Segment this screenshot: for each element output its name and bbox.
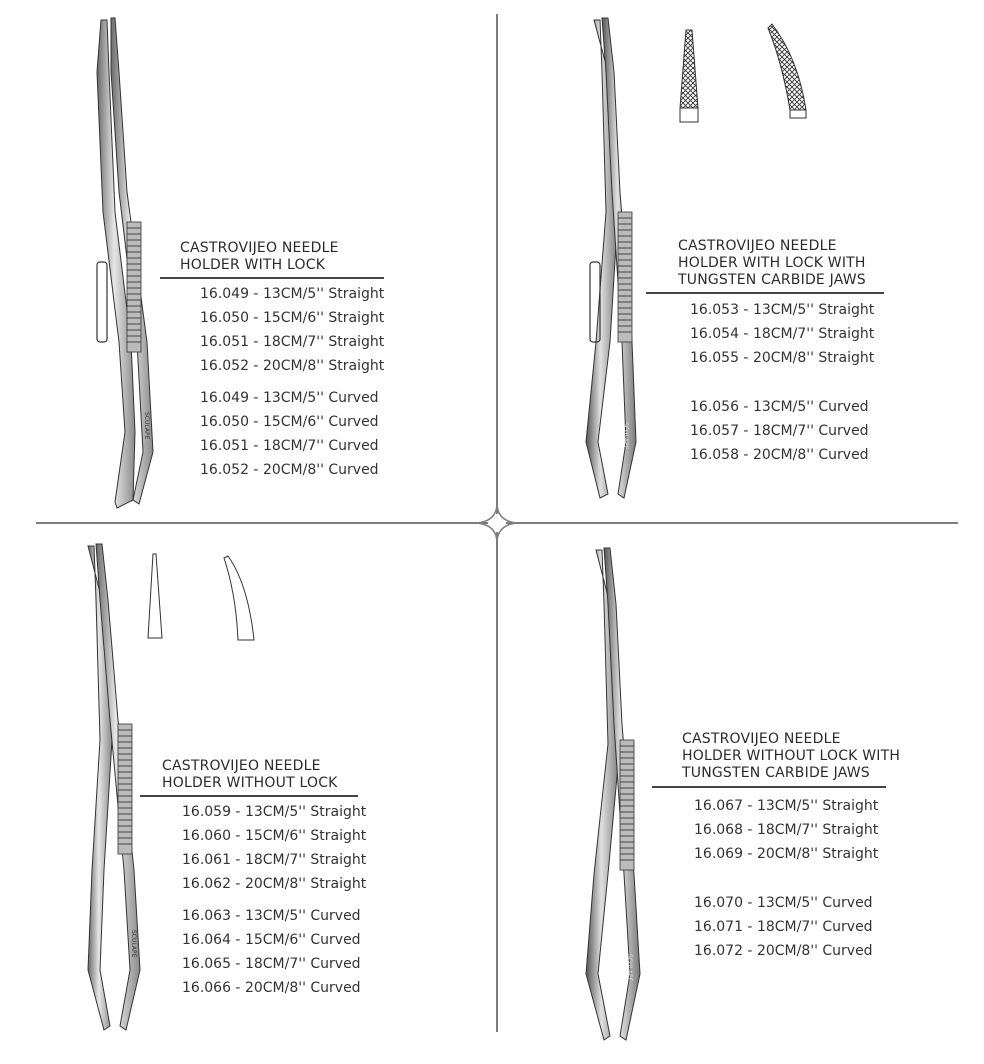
title-line: HOLDER WITH LOCK (180, 257, 326, 273)
catalog-item: 16.066 - 20CM/8'' Curved (182, 980, 361, 996)
catalog-item: 16.072 - 20CM/8'' Curved (694, 943, 873, 959)
curved-tc-tip-icon (762, 22, 812, 122)
title-line: HOLDER WITHOUT LOCK WITH (682, 748, 901, 764)
catalog-item: 16.070 - 13CM/5'' Curved (694, 895, 873, 911)
product-title (682, 731, 900, 782)
product-panel-with-lock-tc (498, 0, 984, 522)
title-line: CASTROVIJEO NEEDLE (180, 240, 339, 256)
catalog-item: 16.056 - 13CM/5'' Curved (690, 399, 869, 415)
needle-holder-illustration (578, 544, 658, 1044)
curved-tip-icon (222, 554, 262, 644)
straight-tc-tip-icon (678, 28, 708, 128)
product-title (162, 758, 338, 792)
catalog-item: 16.051 - 18CM/7'' Curved (200, 438, 379, 454)
catalog-list (200, 282, 384, 482)
catalog-item: 16.065 - 18CM/7'' Curved (182, 956, 361, 972)
catalog-item: 16.058 - 20CM/8'' Curved (690, 447, 869, 463)
catalog-item: 16.067 - 13CM/5'' Straight (694, 798, 879, 814)
title-line: CASTROVIJEO NEEDLE (162, 758, 321, 774)
catalog-item: 16.052 - 20CM/8'' Curved (200, 462, 379, 478)
title-line: TUNGSTEN CARBIDE JAWS (678, 272, 866, 288)
catalog-item: 16.049 - 13CM/5'' Curved (200, 390, 379, 406)
brand-engraving: SCULAPE (143, 412, 150, 440)
catalog-item: 16.050 - 15CM/6'' Straight (200, 310, 385, 326)
catalog-item: 16.057 - 18CM/7'' Curved (690, 423, 869, 439)
catalog-item: 16.068 - 18CM/7'' Straight (694, 822, 879, 838)
needle-holder-illustration (576, 12, 656, 502)
title-line: HOLDER WITH LOCK WITH (678, 255, 866, 271)
title-line: CASTROVIJEO NEEDLE (678, 238, 837, 254)
catalog-list (182, 800, 366, 1000)
catalog-item: 16.049 - 13CM/5'' Straight (200, 286, 385, 302)
brand-engraving: SCULAPE (130, 930, 137, 958)
catalog-item: 16.063 - 13CM/5'' Curved (182, 908, 361, 924)
title-underline (140, 795, 358, 797)
title-underline (652, 786, 886, 788)
title-underline (160, 277, 384, 279)
needle-holder-illustration (74, 540, 154, 1040)
brand-engraving: SCULAPE (626, 954, 633, 982)
catalog-list (690, 298, 874, 467)
catalog-list (694, 794, 878, 963)
catalog-item: 16.069 - 20CM/8'' Straight (694, 846, 879, 862)
product-title (180, 240, 339, 274)
catalog-item: 16.053 - 13CM/5'' Straight (690, 302, 875, 318)
product-title (678, 238, 866, 289)
catalog-item: 16.061 - 18CM/7'' Straight (182, 852, 367, 868)
title-line: HOLDER WITHOUT LOCK (162, 775, 338, 791)
catalog-item: 16.059 - 13CM/5'' Straight (182, 804, 367, 820)
catalog-item: 16.060 - 15CM/6'' Straight (182, 828, 367, 844)
catalog-item: 16.051 - 18CM/7'' Straight (200, 334, 385, 350)
title-line: TUNGSTEN CARBIDE JAWS (682, 765, 870, 781)
catalog-item: 16.071 - 18CM/7'' Curved (694, 919, 873, 935)
catalog-item: 16.052 - 20CM/8'' Straight (200, 358, 385, 374)
catalog-item: 16.062 - 20CM/8'' Straight (182, 876, 367, 892)
catalog-item: 16.055 - 20CM/8'' Straight (690, 350, 875, 366)
product-panel-with-lock (0, 0, 496, 522)
catalog-item: 16.064 - 15CM/6'' Curved (182, 932, 361, 948)
brand-engraving: SCULAPE (622, 422, 629, 450)
product-panel-without-lock (0, 524, 496, 1064)
product-panel-without-lock-tc (498, 524, 984, 1064)
catalog-item: 16.050 - 15CM/6'' Curved (200, 414, 379, 430)
needle-holder-illustration (75, 12, 155, 512)
title-underline (646, 292, 884, 294)
catalog-item: 16.054 - 18CM/7'' Straight (690, 326, 875, 342)
title-line: CASTROVIJEO NEEDLE (682, 731, 841, 747)
straight-tip-icon (144, 552, 168, 642)
